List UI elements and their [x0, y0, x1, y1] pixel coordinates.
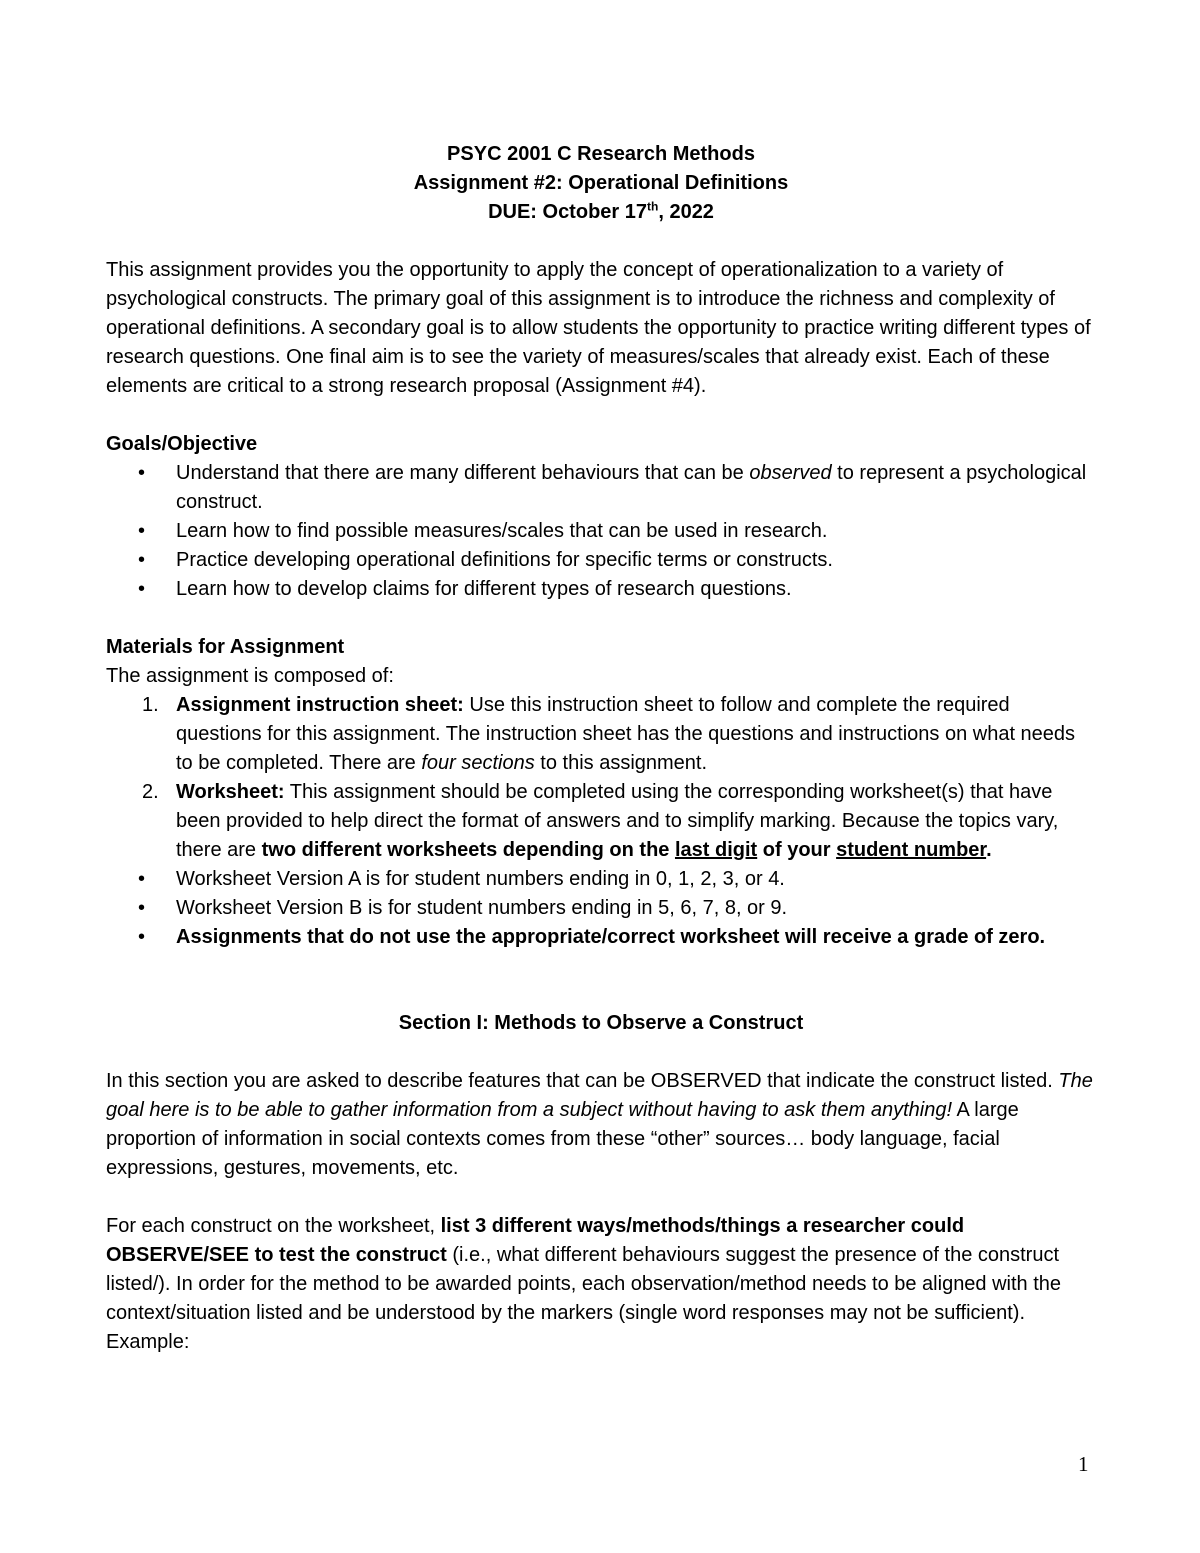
materials-item-period: . — [986, 839, 992, 861]
materials-lead: The assignment is composed of: — [106, 665, 394, 687]
due-date-superscript: th — [647, 199, 659, 214]
section-one-paragraph — [106, 1067, 1096, 1183]
goals-item — [106, 546, 1096, 575]
materials-list — [106, 691, 1096, 865]
bullet-icon: • — [138, 520, 146, 542]
materials-item-label: Assignment instruction sheet: — [176, 694, 464, 716]
section-one-heading: Section I: Methods to Observe a Construct — [398, 1012, 804, 1034]
goals-item-text: Understand that there are many different behaviours that can be — [176, 462, 750, 484]
bullet-icon: • — [138, 462, 146, 484]
goals-item — [106, 517, 1096, 546]
goals-item-italic: observed — [749, 462, 832, 484]
intro-paragraph: This assignment provides you the opportunity to apply the concept of operationalization to a variety of psychological constructs. The primary goal of this assignment is to introduce the richness and complexity of operational definitions. A secondary goal is to allow students the opportunity to practice writing different types of research questions. One final aim is to see the variety of measures/scales that already exist. Each of these elements are critical to a strong research proposal (Assignment #4). — [106, 259, 1091, 397]
due-date-suffix: , 2022 — [658, 201, 714, 223]
goals-item — [106, 459, 1096, 517]
bullet-icon: • — [138, 926, 146, 948]
list-number: 1. — [142, 694, 159, 716]
document-header — [106, 140, 1096, 227]
materials-item-worksheet — [106, 778, 1096, 865]
worksheet-version-text: Worksheet Version B is for student numbers ending in 5, 6, 7, 8, or 9. — [176, 897, 788, 919]
instructions-text-end: (i.e., what different behaviours suggest the presence of the construct listed/). In order for the method to be awarded points, each observation/method needs to be aligned with the context/situation listed and be understood by the markers (single word responses may not be sufficient). — [106, 1244, 1062, 1324]
goals-item-text-end: to represent a psychological construct. — [176, 462, 1087, 513]
bullet-icon: • — [138, 868, 146, 890]
section-one-text: In this section you are asked to describe features that can be OBSERVED that indicate the construct listed. — [106, 1070, 1059, 1092]
goals-list — [106, 459, 1096, 604]
worksheet-warning-text: Assignments that do not use the appropriate/correct worksheet will receive a grade of zero. — [176, 926, 1046, 948]
assignment-title: Assignment #2: Operational Definitions — [413, 172, 789, 194]
worksheet-version-item — [106, 865, 1096, 894]
section-one-text-end: A large proportion of information in social contexts comes from these “other” sources… body language, facial expressions, gestures, movements, etc. — [106, 1099, 1019, 1179]
document-page — [106, 140, 1096, 1357]
example-label: Example: — [106, 1331, 190, 1353]
goals-heading: Goals/Objective — [106, 433, 258, 455]
due-date-prefix: DUE: October 17 — [488, 201, 647, 223]
bullet-icon: • — [138, 549, 146, 571]
materials-item-text: This assignment should be completed using the corresponding worksheet(s) that have been provided to help direct the format of answers and to simplify marking. Because the topics vary, there are — [176, 781, 1059, 861]
materials-item-underline-student-number: student number — [836, 839, 987, 861]
list-number: 2. — [142, 781, 159, 803]
instructions-bold: list 3 different ways/methods/things a researcher could OBSERVE/SEE to test the construct — [106, 1215, 965, 1266]
course-title: PSYC 2001 C Research Methods — [447, 143, 755, 165]
due-date — [106, 198, 1096, 227]
materials-item-italic: four sections — [421, 752, 535, 774]
instructions-text: For each construct on the worksheet, — [106, 1215, 441, 1237]
bullet-icon: • — [138, 578, 146, 600]
materials-heading: Materials for Assignment — [106, 636, 345, 658]
goals-item-text: Learn how to find possible measures/scales that can be used in research. — [176, 520, 828, 542]
page-number: 1 — [1078, 1452, 1089, 1476]
section-one-instructions — [106, 1212, 1096, 1328]
worksheet-version-text: Worksheet Version A is for student numbers ending in 0, 1, 2, 3, or 4. — [176, 868, 785, 890]
worksheet-warning-item — [106, 923, 1096, 952]
materials-item-bold-of-your: of your — [757, 839, 837, 861]
worksheet-versions-list — [106, 865, 1096, 952]
materials-item-text: Use this instruction sheet to follow and complete the required questions for this assignment. The instruction sheet has the questions and instructions on what needs to be completed. There are — [176, 694, 1076, 774]
goals-item-text: Learn how to develop claims for different types of research questions. — [176, 578, 792, 600]
goals-item-text: Practice developing operational definitions for specific terms or constructs. — [176, 549, 833, 571]
materials-item-label: Worksheet: — [176, 781, 285, 803]
goals-item — [106, 575, 1096, 604]
bullet-icon: • — [138, 897, 146, 919]
materials-item-text-end: to this assignment. — [534, 752, 708, 774]
materials-item-bold: two different worksheets depending on the — [261, 839, 675, 861]
worksheet-version-item — [106, 894, 1096, 923]
materials-item-underline-last-digit: last digit — [674, 839, 758, 861]
section-one-italic: The goal here is to be able to gather information from a subject without having to ask them anything! — [106, 1070, 1093, 1121]
materials-item-instruction-sheet — [106, 691, 1096, 778]
